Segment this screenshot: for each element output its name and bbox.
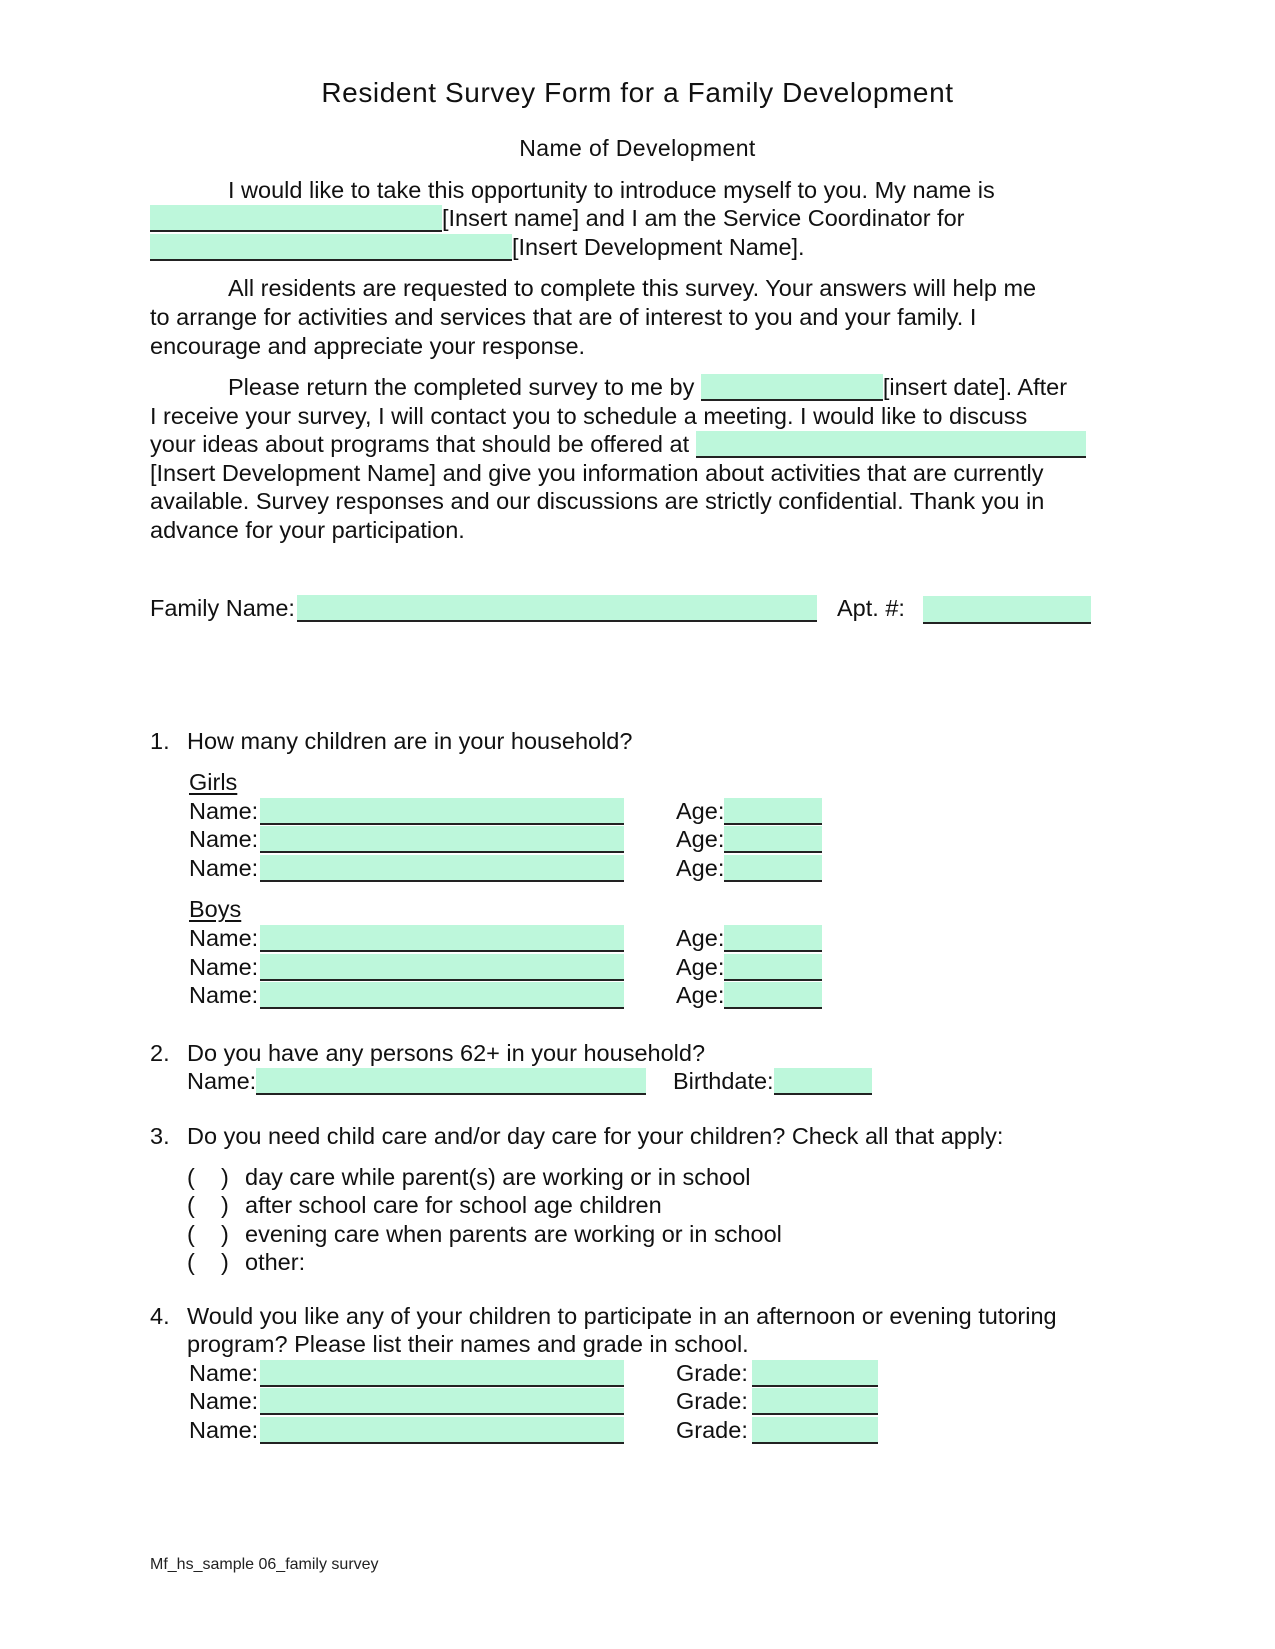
girl-age-field-3[interactable] <box>724 855 822 882</box>
question-4-line-2: program? Please list their names and grade in school. <box>187 1331 749 1357</box>
family-row <box>150 594 817 622</box>
question-4-text: Would you like any of your children to participate in an afternoon or evening tutoring <box>187 1303 1057 1329</box>
childcare-option-1 <box>187 1163 750 1191</box>
return-line-1 <box>228 373 1067 401</box>
question-1 <box>150 727 632 755</box>
senior-name-field[interactable] <box>256 1068 646 1095</box>
tutor-grade-row-2 <box>676 1387 878 1415</box>
return-line-1-suffix: [insert date]. After <box>882 374 1068 400</box>
name-label: Name: <box>189 826 259 852</box>
request-line-3: encourage and appreciate your response. <box>150 333 586 359</box>
childcare-option-2 <box>187 1191 662 1219</box>
apt-row <box>837 594 905 622</box>
tutor-name-field-3[interactable] <box>260 1417 624 1444</box>
option-label: after school care for school age children <box>245 1192 662 1218</box>
boy-age-row-1 <box>676 924 822 952</box>
question-2-text: Do you have any persons 62+ in your household? <box>187 1040 706 1066</box>
coordinator-name-field[interactable] <box>150 205 442 232</box>
name-label: Name: <box>189 925 259 951</box>
age-label: Age: <box>676 925 725 951</box>
name-label: Name: <box>189 855 259 881</box>
family-name-label: Family Name: <box>150 595 295 621</box>
boy-row-3 <box>189 981 624 1009</box>
name-label: Name: <box>189 798 259 824</box>
question-3 <box>150 1122 1003 1150</box>
intro-line-3-text: [Insert Development Name]. <box>512 234 805 260</box>
birthdate-label: Birthdate: <box>673 1068 774 1094</box>
girl-row-1 <box>189 797 624 825</box>
girl-name-field-2[interactable] <box>260 826 624 853</box>
request-line-1: All residents are requested to complete this survey. Your answers will help me <box>228 275 1037 301</box>
childcare-option-4 <box>187 1248 305 1276</box>
senior-birthdate-field[interactable] <box>774 1068 872 1095</box>
girl-age-row-2 <box>676 825 822 853</box>
option-label: other: <box>245 1249 306 1275</box>
girl-age-field-2[interactable] <box>724 826 822 853</box>
intro-line-2-text: [Insert name] and I am the Service Coordinator for <box>442 205 965 231</box>
question-2-number: 2. <box>150 1040 170 1066</box>
boy-name-field-3[interactable] <box>260 982 624 1009</box>
tutor-name-field-1[interactable] <box>260 1360 624 1387</box>
tutor-row-2 <box>189 1387 624 1415</box>
intro-line-3 <box>150 233 805 261</box>
development-name-field[interactable] <box>150 234 512 261</box>
tutor-grade-field-3[interactable] <box>752 1417 878 1444</box>
boy-age-row-3 <box>676 981 822 1009</box>
option-label: day care while parent(s) are working or in school <box>245 1164 751 1190</box>
apt-label: Apt. #: <box>837 595 905 621</box>
family-name-field[interactable] <box>297 595 817 622</box>
boys-heading: Boys <box>189 896 242 922</box>
boy-name-field-1[interactable] <box>260 925 624 952</box>
boy-age-field-1[interactable] <box>724 925 822 952</box>
grade-label: Grade: <box>676 1388 748 1414</box>
question-1-text: How many children are in your household? <box>187 728 633 754</box>
girl-name-field-3[interactable] <box>260 855 624 882</box>
offered-at-development-field[interactable] <box>696 431 1086 458</box>
boy-age-field-3[interactable] <box>724 982 822 1009</box>
return-line-3 <box>150 430 1086 458</box>
age-label: Age: <box>676 954 725 980</box>
girl-age-field-1[interactable] <box>724 798 822 825</box>
checkbox-day-care[interactable]: ( ) <box>187 1164 229 1190</box>
girl-name-field-1[interactable] <box>260 798 624 825</box>
girl-age-row-3 <box>676 854 822 882</box>
tutor-grade-row-1 <box>676 1359 878 1387</box>
page-title: Resident Survey Form for a Family Development <box>321 77 954 108</box>
return-date-field[interactable] <box>701 374 883 401</box>
return-line-3-text: your ideas about programs that should be offered at <box>150 431 696 457</box>
request-line-2: to arrange for activities and services that are of interest to you and your family. I <box>150 304 977 330</box>
name-label: Name: <box>187 1068 257 1094</box>
question-3-number: 3. <box>150 1123 170 1149</box>
age-label: Age: <box>676 826 725 852</box>
grade-label: Grade: <box>676 1417 748 1443</box>
childcare-option-3 <box>187 1220 782 1248</box>
question-4-number: 4. <box>150 1303 170 1329</box>
boy-age-row-2 <box>676 953 822 981</box>
girl-row-3 <box>189 854 624 882</box>
senior-name-row <box>187 1067 646 1095</box>
return-line-5: available. Survey responses and our discussions are strictly confidential. Thank you in <box>150 488 1045 514</box>
checkbox-after-school[interactable]: ( ) <box>187 1192 229 1218</box>
apt-number-field[interactable] <box>923 596 1091 624</box>
girl-row-2 <box>189 825 624 853</box>
name-label: Name: <box>189 954 259 980</box>
checkbox-evening-care[interactable]: ( ) <box>187 1221 229 1247</box>
tutor-row-1 <box>189 1359 624 1387</box>
tutor-grade-field-2[interactable] <box>752 1388 878 1415</box>
boy-name-field-2[interactable] <box>260 954 624 981</box>
return-line-4: [Insert Development Name] and give you information about activities that are currently <box>150 460 1044 486</box>
development-name-heading: Name of Development <box>519 135 756 161</box>
girls-heading: Girls <box>189 769 238 795</box>
senior-birthdate-row <box>673 1067 872 1095</box>
tutor-grade-field-1[interactable] <box>752 1360 878 1387</box>
boy-row-1 <box>189 924 624 952</box>
tutor-name-field-2[interactable] <box>260 1388 624 1415</box>
girl-age-row-1 <box>676 797 822 825</box>
intro-line-1: I would like to take this opportunity to introduce myself to you. My name is <box>228 177 995 203</box>
boy-age-field-2[interactable] <box>724 954 822 981</box>
document-footer: Mf_hs_sample 06_family survey <box>150 1556 379 1573</box>
tutor-grade-row-3 <box>676 1416 878 1444</box>
boy-row-2 <box>189 953 624 981</box>
question-1-number: 1. <box>150 728 170 754</box>
intro-line-2 <box>150 204 964 232</box>
name-label: Name: <box>189 1360 259 1386</box>
name-label: Name: <box>189 982 259 1008</box>
option-label: evening care when parents are working or in school <box>245 1221 782 1247</box>
age-label: Age: <box>676 982 725 1008</box>
question-3-text: Do you need child care and/or day care for your children? Check all that apply: <box>187 1123 1004 1149</box>
name-label: Name: <box>189 1417 259 1443</box>
name-label: Name: <box>189 1388 259 1414</box>
checkbox-other[interactable]: ( ) <box>187 1249 229 1275</box>
question-2 <box>150 1039 705 1067</box>
age-label: Age: <box>676 855 725 881</box>
tutor-row-3 <box>189 1416 624 1444</box>
age-label: Age: <box>676 798 725 824</box>
grade-label: Grade: <box>676 1360 748 1386</box>
return-line-1-text: Please return the completed survey to me by <box>228 374 701 400</box>
return-line-6: advance for your participation. <box>150 517 465 543</box>
return-line-2: I receive your survey, I will contact you to schedule a meeting. I would like to discuss <box>150 403 1028 429</box>
question-4 <box>150 1302 1057 1330</box>
